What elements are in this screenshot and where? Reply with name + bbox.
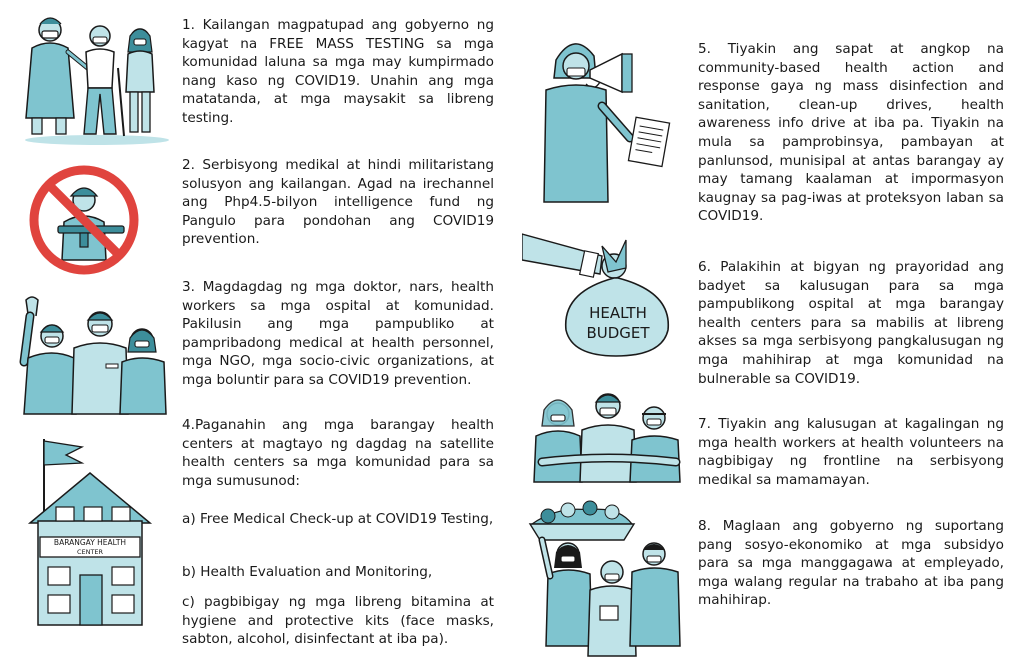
item-2-text: 2. Serbisyong medikal at hindi militaristang solusyon ang kailangan. Agad na irechannel ang Php4.5-bilyon intelligence fund ng Pangulo para pondohan ang COVID19 prevention. — [182, 157, 494, 248]
item-8-text: 8. Maglaan ang gobyerno ng suportang pang sosyo-ekonomiko at mga subsidyo para sa mga manggagawa at empleyado, mga walang regular na trabaho at iba pang mahihirap. — [698, 518, 1004, 609]
item-6-text: 6. Palakihin at bigyan ng prayoridad ang badyet sa kalusugan para sa mga pampublikong ospital at mga barangay health centers para sa mabilis at libreng akses sa mga serbisyong pangkalusugan ng mga mahihirap at mga komunidad na bulnerable sa COVID19. — [698, 259, 1004, 387]
illustration-megaphone-health-worker — [530, 26, 680, 206]
health-center-sign-line1: BARANGAY HEALTH — [53, 538, 127, 547]
illustration-no-military-sign — [24, 160, 144, 280]
illustration-frontliners-linked-arms — [532, 386, 682, 486]
health-bag-label-line1: HEALTH — [589, 304, 647, 322]
illustration-health-workers-elderly — [12, 8, 172, 148]
health-center-sign-line2: CENTER — [76, 548, 104, 556]
illustration-health-workers-group — [14, 292, 174, 417]
item-7-text: 7. Tiyakin ang kalusugan at kagalingan ng mga health workers at health volunteers na nagbibigay ng frontline na serbisyong medikal sa mamamayan. — [698, 416, 1004, 488]
item-1-text: 1. Kailangan magpatupad ang gobyerno ng kagyat na FREE MASS TESTING sa mga komunidad laluna sa mga may kumpirmado nang kaso ng COVID19. Unahin ang mga matatanda, at mga maysakit sa libreng testing. — [182, 17, 494, 126]
item-4c-text: c) pagbibigay ng mga libreng bitamina at hygiene and protective kits (face masks, sabton, alcohol, disinfectant at iba pa). — [182, 594, 494, 648]
illustration-health-budget-bag — [522, 222, 692, 362]
health-bag-label-line2: BUDGET — [586, 324, 650, 342]
illustration-workers-with-basket — [528, 496, 688, 661]
illustration-barangay-health-center — [26, 433, 156, 633]
item-4a-text: a) Free Medical Check-up at COVID19 Testing, — [182, 511, 494, 527]
item-5-text: 5. Tiyakin ang sapat at angkop na community-based health action and response gaya ng mass disinfection and sanitation, clean-up drives, health awareness info drive at iba pa. Tiyakin na mula sa pamprobinsya, pambayan at panlunsod, munisipal at antas barangay ay may tamang kaalaman at impormasyon kaugnay sa pag-iwas at proteksyon laban sa COVID19. — [698, 41, 1004, 225]
item-4-text: 4.Paganahin ang mga barangay health centers at magtayo ng dagdag na satellite health centers sa mga komunidad para sa mga sumusunod: — [182, 417, 494, 489]
item-4b-text: b) Health Evaluation and Monitoring, — [182, 564, 433, 580]
item-3-text: 3. Magdagdag ng mga doktor, nars, health workers sa mga ospital at komunidad. Pakilusin ang mga pampubliko at pampribadong medical at health personnel, mga NGO, mga socio-civic organizations, at mga boluntir para sa COVID19 prevention. — [182, 279, 494, 388]
